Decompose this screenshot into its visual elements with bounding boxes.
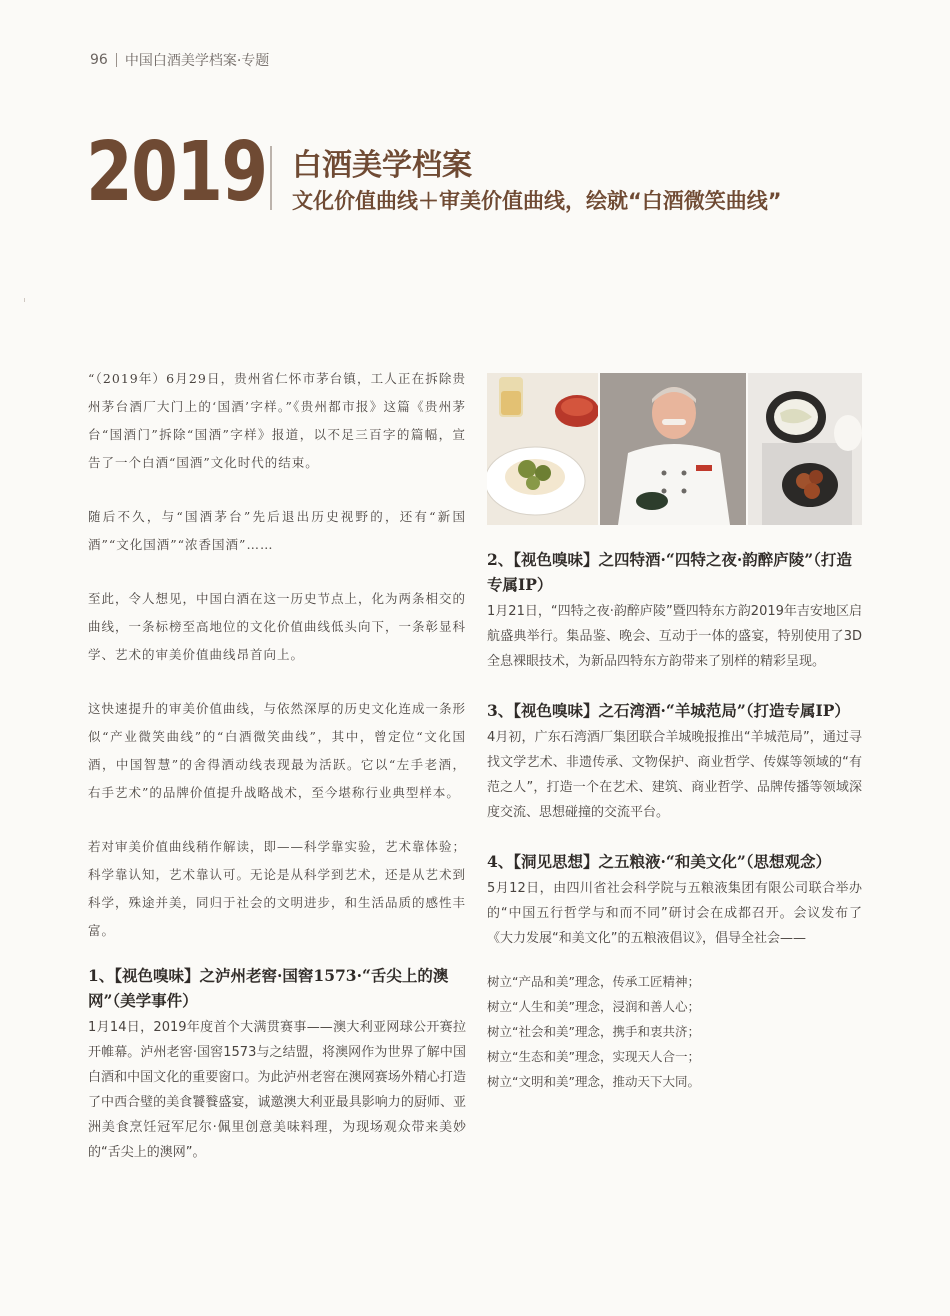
intro-paragraph: “（2019年）6月29日，贵州省仁怀市茅台镇，工人正在拆除贵州茅台酒厂大门上的‘国酒’字样。”《贵州都市报》这篇《贵州茅台“国酒门”拆除“国酒”字样》报道，以不足三百字的篇幅，宣告了一个白酒“国酒”文化时代的结束。	[88, 371, 466, 470]
section-heading: 4、【洞见思想】之五粮液·“和美文化”（思想观念）	[487, 852, 832, 871]
article-section-2	[487, 547, 862, 674]
running-head	[90, 50, 269, 70]
intro-paragraph: 随后不久，与“国酒茅台”先后退出历史视野的，还有“新国酒”“文化国酒”“浓香国酒”……	[88, 509, 466, 552]
photo-strip	[487, 373, 862, 525]
year-heading: 2019	[86, 125, 267, 220]
right-column	[487, 373, 862, 1094]
pledge-item: 树立“生态和美”理念，实现天人合一；	[487, 1049, 700, 1064]
section-body: 4月初，广东石湾酒厂集团联合羊城晚报推出“羊城范局”，通过寻找文学艺术、非遗传承、文物保护、商业哲学、传媒等领域的“有范之人”，打造一个在艺术、建筑、商业哲学、品牌传播等领域深度交流、思想碰撞的交流平台。	[487, 730, 862, 820]
sub-title: 文化价值曲线＋审美价值曲线，绘就“白酒微笑曲线”	[292, 189, 782, 213]
page-edge-mark	[24, 298, 25, 302]
chef-photo	[600, 373, 745, 525]
section-body: 1月21日，“四特之夜·韵醉庐陵”暨四特东方韵2019年吉安地区启航盛典举行。集品鉴、晚会、互动于一体的盛宴，特别使用了3D全息裸眼技术，为新品四特东方韵带来了别样的精彩呈现。	[487, 604, 862, 669]
section-heading: 3、【视色嗅味】之石湾酒·“羊城范局”（打造专属IP）	[487, 701, 850, 720]
pledge-item: 树立“产品和美”理念，传承工匠精神；	[487, 974, 700, 989]
dish-photo	[748, 373, 862, 525]
section-title: 中国白酒美学档案·专题	[124, 53, 270, 69]
article-section-3	[487, 698, 862, 825]
section-heading: 2、【视色嗅味】之四特酒·“四特之夜·韵醉庐陵”（打造专属IP）	[487, 550, 852, 594]
intro-paragraph: 这快速提升的审美价值曲线，与依然深厚的历史文化连成一条形似“产业微笑曲线”的“白酒微笑曲线”，其中，曾定位“文化国酒，中国智慧”的舍得酒动线表现最为活跃。它以“左手老酒，右手艺术”的品牌价值提升战略战术，至今堪称行业典型样本。	[88, 701, 467, 800]
intro-paragraph: 若对审美价值曲线稍作解读，即——科学靠实验，艺术靠体验；科学靠认知，艺术靠认可。无论是从科学到艺术，还是从艺术到科学，殊途并美，同归于社会的文明进步，和生活品质的感性丰富。	[88, 839, 467, 938]
pledge-item: 树立“人生和美”理念，浸润和善人心；	[487, 999, 700, 1014]
main-title: 白酒美学档案	[292, 148, 472, 183]
food-photo	[487, 373, 598, 525]
intro-text	[88, 365, 466, 945]
title-divider	[270, 146, 272, 210]
header-divider	[116, 53, 117, 67]
section-body: 5月12日，由四川省社会科学院与五粮液集团有限公司联合举办的“中国五行哲学与和而不同”研讨会在成都召开。会议发布了《大力发展“和美文化”的五粮液倡议》，倡导全社会——	[487, 881, 862, 946]
left-column	[88, 365, 466, 1189]
article-section-4	[487, 849, 862, 951]
section-body: 1月14日，2019年度首个大满贯赛事——澳大利亚网球公开赛拉开帷幕。泸州老窖·国窖1573与之结盟，将澳网作为世界了解中国白酒和中国文化的重要窗口。为此泸州老窖在澳网赛场外精心打造了中西合璧的美食饕餮盛宴，诚邀澳大利亚最具影响力的厨师、亚洲美食烹饪冠军尼尔·佩里创意美味料理，为现场观众带来美妙的“舌尖上的澳网”。	[88, 1020, 466, 1160]
section-heading: 1、【视色嗅味】之泸州老窖·国窖1573·“舌尖上的澳网”（美学事件）	[88, 966, 449, 1010]
page-number: 96	[90, 52, 108, 68]
intro-paragraph: 至此，令人想见，中国白酒在这一历史节点上，化为两条相交的曲线，一条标榜至高地位的文化价值曲线低头向下，一条彰显科学、艺术的审美价值曲线昂首向上。	[88, 591, 467, 662]
pledge-item: 树立“文明和美”理念，推动天下大同。	[487, 1074, 700, 1089]
pledge-list	[487, 969, 862, 1094]
article-section-1	[88, 963, 466, 1165]
pledge-item: 树立“社会和美”理念，携手和衷共济；	[487, 1024, 700, 1039]
